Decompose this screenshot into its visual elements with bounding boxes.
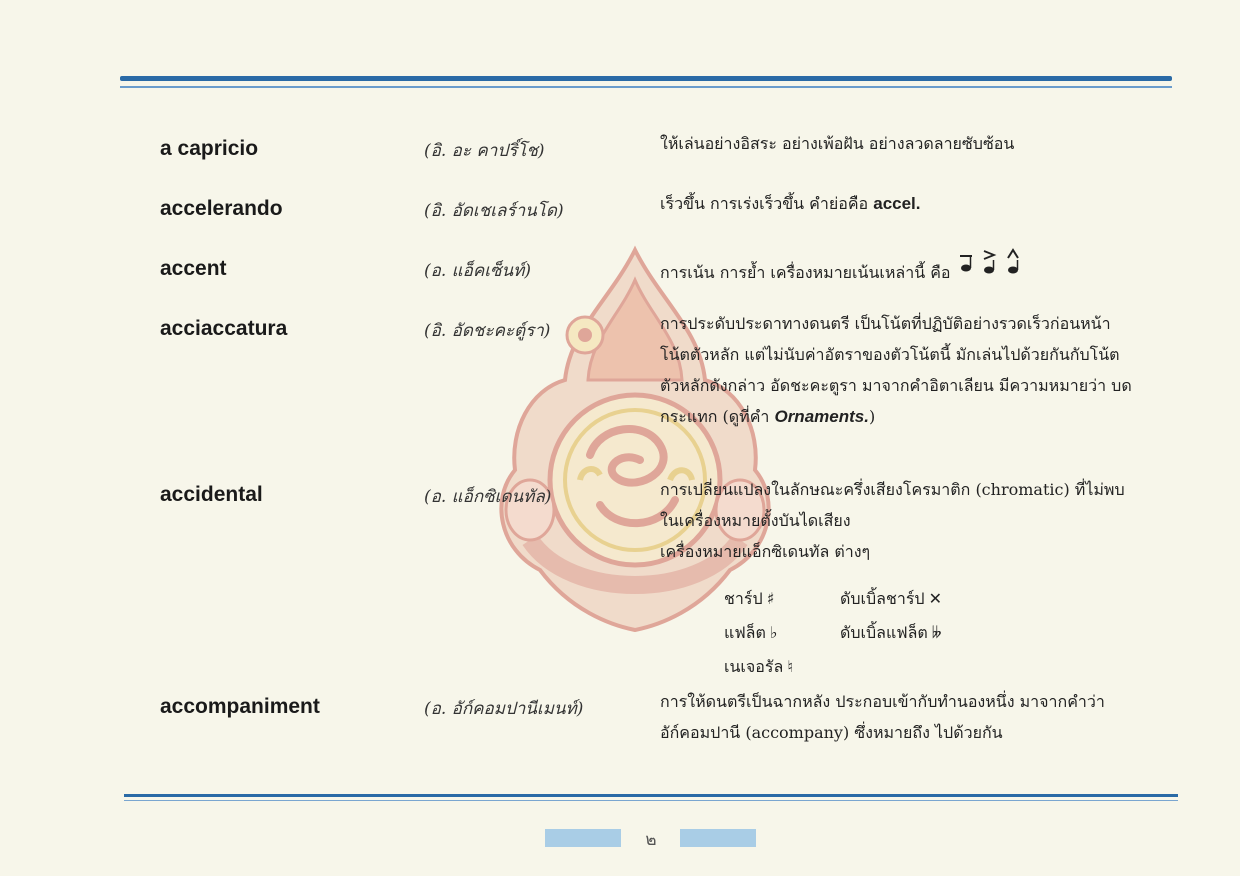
definition-line: ให้เล่นอย่างอิสระ อย่างเพ้อฝัน อย่างลวดลายซับซ้อน	[660, 134, 1015, 153]
double-flat-icon: 𝄫	[931, 623, 942, 642]
flat-icon: ♭	[769, 623, 778, 642]
definition-line: การประดับประดาทางดนตรี เป็นโน้ตที่ปฏิบัติอย่างรวดเร็วก่อนหน้า	[660, 314, 1111, 333]
bottom-rule-thin	[124, 800, 1178, 801]
entry-definition	[660, 474, 1175, 567]
top-rule	[120, 76, 1172, 81]
definition-line: ในเครื่องหมายตั้งบันไดเสียง	[660, 511, 851, 530]
definition-text: การเน้น การย้ำ เครื่องหมายเน้นเหล่านี้ คือ	[660, 263, 951, 282]
entry-term: acciaccatura	[160, 317, 288, 340]
top-rule-thin	[120, 86, 1172, 88]
page-number-bar-right	[680, 829, 756, 847]
entry-definition	[660, 308, 1175, 432]
definition-line: อัก์คอมปานี (accompany) ซึ่งหมายถึง ไปด้วยกัน	[660, 723, 1003, 742]
accidental-row	[724, 655, 793, 680]
definition-text: )	[868, 407, 876, 426]
entry-pronunciation: (อ. อัก์คอมปานีเมนท์)	[424, 699, 584, 719]
accidental-row	[724, 621, 942, 646]
entry-definition	[660, 686, 1175, 748]
page-number-bar-left	[545, 829, 621, 847]
entry-term: a capricio	[160, 137, 259, 160]
emblem-watermark	[470, 240, 800, 640]
accent-marks-icon	[957, 248, 1029, 278]
definition-text: เร็วขึ้น การเร่งเร็วขึ้น คำย่อคือ	[660, 194, 874, 213]
bottom-rule	[124, 794, 1178, 797]
double-flat-label: ดับเบิ้ลแฟล็ต	[840, 623, 928, 642]
definition-line: เครื่องหมายแอ็กซิเดนทัล ต่างๆ	[660, 542, 871, 561]
entry-term: accompaniment	[160, 695, 320, 718]
entry-definition	[660, 188, 1175, 219]
definition-line: โน้ตตัวหลัก แต่ไม่นับค่าอัตราของตัวโน้ตนี้ มักเล่นไปด้วยกันกับโน้ต	[660, 345, 1120, 364]
entry-term: accent	[160, 257, 227, 280]
sharp-label: ชาร์ป	[724, 589, 763, 608]
entry-pronunciation: (อ. แอ็คเซ็นท์)	[424, 261, 531, 281]
entry-pronunciation: (อิ. อัดชะคะตู์รา)	[424, 321, 551, 341]
definition-line: การเปลี่ยนแปลงในลักษณะครึ่งเสียงโครมาติก (chromatic) ที่ไม่พบ	[660, 480, 1125, 499]
entry-definition	[660, 128, 1175, 159]
flat-label: แฟล็ต	[724, 623, 766, 642]
definition-text: กระแทก (ดูที่คำ	[660, 407, 775, 426]
natural-icon: ♮	[787, 657, 793, 676]
entry-pronunciation: (อิ. อัดเชเลร์านโด)	[424, 201, 564, 221]
cross-reference: Ornaments.	[774, 407, 869, 426]
natural-label: เนเจอรัล	[724, 657, 784, 676]
accidental-row	[724, 587, 942, 612]
definition-line: ตัวหลักดังกล่าว อัดชะคะตูรา มาจากคำอิตาเลียน มีความหมายว่า บด	[660, 376, 1132, 395]
entry-term: accelerando	[160, 197, 283, 220]
abbreviation: accel.	[873, 194, 921, 213]
entry-term: accidental	[160, 483, 263, 506]
entry-definition	[660, 248, 1175, 288]
sharp-icon: ♯	[766, 589, 775, 608]
entry-pronunciation: (อิ. อะ คาปริ์โช)	[424, 141, 545, 161]
entry-pronunciation: (อ. แอ็กซิเดนทัล)	[424, 487, 552, 507]
page-number: ๒	[645, 830, 657, 850]
definition-line: การให้ดนตรีเป็นฉากหลัง ประกอบเข้ากับทำนองหนึ่ง มาจากคำว่า	[660, 692, 1105, 711]
double-sharp-label: ดับเบิ้ลชาร์ป	[840, 589, 925, 608]
double-sharp-icon: ✕	[928, 589, 942, 608]
